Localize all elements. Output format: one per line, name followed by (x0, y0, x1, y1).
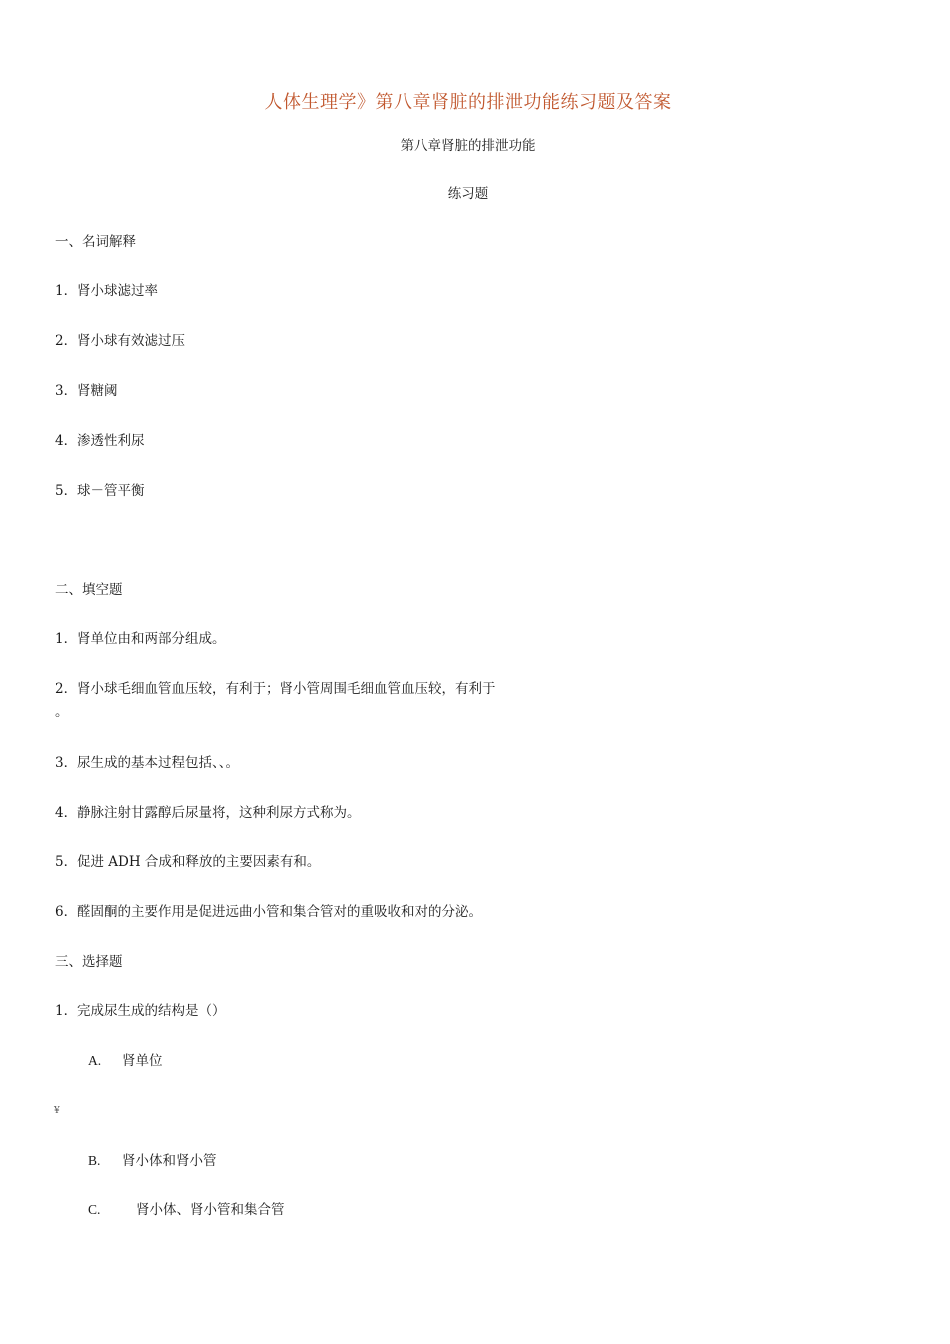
item-text: 促进 ADH 合成和释放的主要因素有和。 (77, 854, 321, 870)
item-number: 1． (55, 631, 78, 647)
section-label: 练习题 (447, 186, 489, 202)
option-b (88, 1149, 217, 1169)
item-number: 1． (55, 283, 78, 299)
part1-item (55, 279, 158, 299)
part1-item (55, 379, 118, 399)
option-letter: A. (88, 1053, 102, 1068)
item-text: 尿生成的基本过程包括、、。 (77, 755, 239, 771)
item-number: 2． (55, 681, 78, 697)
chapter-subtitle: 第八章肾脏的排泄功能 (400, 138, 536, 154)
question-text: 完成尿生成的结构是（） (77, 1003, 226, 1019)
question-number: 1． (55, 1003, 78, 1019)
part1-item (55, 479, 145, 499)
item-number: 2． (55, 333, 78, 349)
option-text: 肾单位 (122, 1053, 163, 1069)
item-number: 4． (55, 805, 78, 821)
part2-heading: 二、填空题 (55, 582, 123, 598)
option-a (88, 1049, 163, 1069)
item-text: 醛固酮的主要作用是促进远曲小管和集合管对的重吸收和对的分泌。 (77, 904, 482, 920)
part2-item-continuation: 。 (55, 704, 69, 720)
option-text: 肾小体和肾小管 (122, 1153, 217, 1169)
item-number: 3． (55, 383, 78, 399)
item-text: 肾单位由和两部分组成。 (77, 631, 226, 647)
item-text: 肾小球有效滤过压 (77, 333, 185, 349)
part1-item (55, 329, 185, 349)
item-number: 5． (55, 854, 78, 870)
stray-mark: ¥ (54, 1106, 60, 1116)
item-number: 5． (55, 483, 78, 499)
option-letter: B. (88, 1153, 101, 1168)
part1-item (55, 429, 145, 449)
part2-item (55, 751, 239, 771)
item-number: 4． (55, 433, 78, 449)
item-number: 6． (55, 904, 78, 920)
option-letter: C. (88, 1202, 101, 1217)
part3-heading: 三、选择题 (55, 954, 123, 970)
option-c (88, 1198, 285, 1218)
item-text: 肾小球毛细血管血压较，有利于；肾小管周围毛细血管血压较，有利于 (77, 681, 496, 697)
part2-item (55, 900, 482, 920)
part2-item (55, 627, 226, 647)
item-text: 静脉注射甘露醇后尿量将，这种利尿方式称为。 (77, 805, 361, 821)
item-text: 肾糖阈 (77, 383, 118, 399)
item-text: 渗透性利尿 (77, 433, 145, 449)
document-title: 人体生理学》第八章肾脏的排泄功能练习题及答案 (264, 92, 672, 113)
question (55, 999, 226, 1019)
part2-item (55, 801, 361, 821)
part1-heading: 一、名词解释 (55, 234, 136, 250)
part2-item (55, 850, 320, 870)
item-text: 肾小球滤过率 (77, 283, 158, 299)
item-text: 球－管平衡 (77, 483, 145, 499)
item-number: 3． (55, 755, 78, 771)
option-text: 肾小体、肾小管和集合管 (136, 1202, 285, 1218)
part2-item (55, 677, 496, 697)
